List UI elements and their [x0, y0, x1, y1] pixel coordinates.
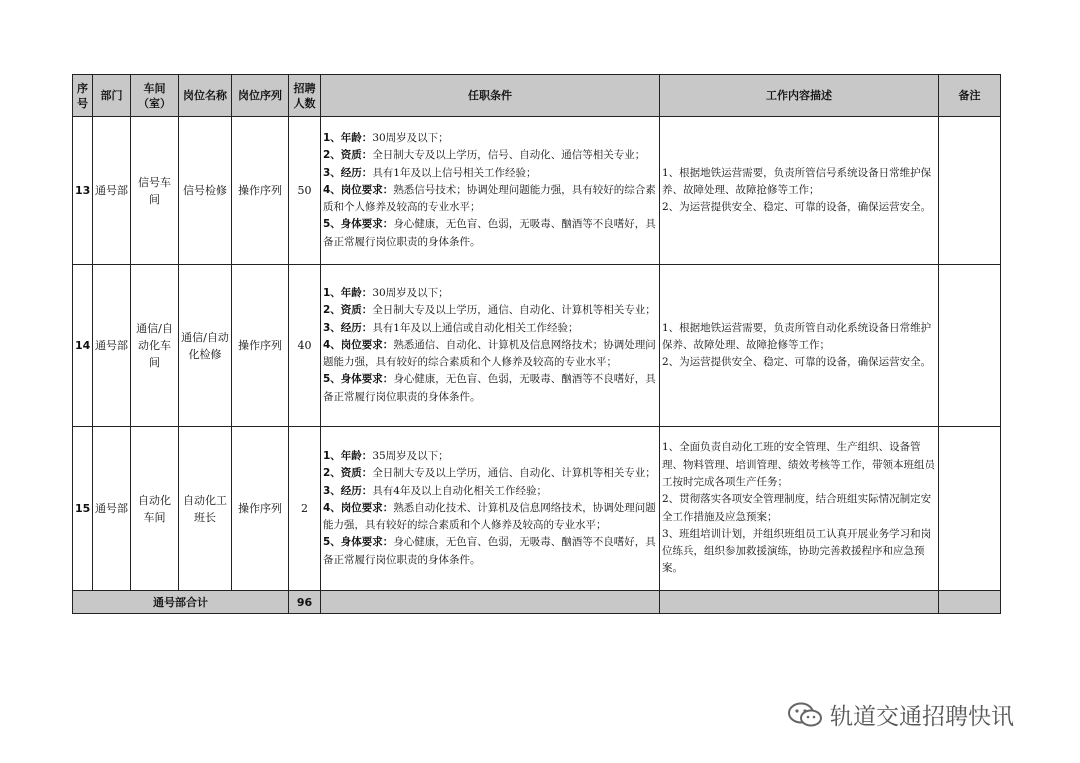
total-empty-remarks [939, 591, 1001, 614]
description-item: 1、根据地铁运营需要，负责所管自动化系统设备日常维护保养、故障处理、故障抢修等工作； [662, 321, 932, 351]
requirement-label: 3、经历： [323, 484, 373, 497]
requirement-label: 1、年龄： [323, 131, 373, 144]
requirement-text: 熟悉自动化技术、计算机及信息网络技术，协调处理问题能力强，具有较好的综合素质和个人修养及较高的专业水平； [323, 501, 656, 532]
requirement-text: 35周岁及以下； [372, 449, 449, 462]
requirement-text: 具有4年及以上自动化相关工作经验； [372, 484, 547, 497]
row-dept: 通号部 [93, 265, 131, 427]
requirement-text: 具有1年及以上通信或自动化相关工作经验； [372, 321, 579, 334]
requirement-item [323, 130, 657, 147]
row-remarks [939, 427, 1001, 591]
header-workshop: 车间（室） [131, 75, 179, 117]
requirement-label: 4、岗位要求： [323, 338, 394, 351]
watermark [786, 698, 1014, 731]
requirement-label: 4、岗位要求： [323, 183, 394, 196]
requirement-label: 5、身体要求： [323, 373, 394, 386]
requirement-text: 身心健康，无色盲、色弱，无吸毒、酗酒等不良嗜好，具备正常履行岗位职责的身体条件。 [323, 218, 656, 248]
wechat-icon [786, 701, 824, 729]
requirement-label: 2、资质： [323, 467, 373, 480]
row-sequence: 操作序列 [232, 427, 289, 591]
requirement-text: 熟悉信号技术；协调处理问题能力强，具有较好的综合素质和个人修养及较高的专业水平； [323, 183, 656, 214]
row-position: 信号检修 [179, 117, 232, 265]
total-row [73, 591, 1001, 614]
requirement-text: 身心健康，无色盲、色弱，无吸毒、酗酒等不良嗜好，具备正常履行岗位职责的身体条件。 [323, 536, 656, 566]
description-item: 3、班组培训计划，并组织班组员工认真开展业务学习和岗位练兵，组织参加救援演练，协助完善救援程序和应急预案。 [662, 527, 932, 575]
description-item: 2、为运营提供安全、稳定、可靠的设备，确保运营安全。 [662, 356, 932, 369]
total-empty-requirements [321, 591, 660, 614]
requirement-label: 5、身体要求： [323, 536, 394, 549]
requirement-item [323, 448, 657, 465]
requirement-text: 全日制大专及以上学历，通信、自动化、计算机等相关专业； [372, 467, 656, 480]
requirement-label: 2、资质： [323, 304, 373, 317]
header-sequence: 岗位序列 [232, 75, 289, 117]
requirement-item [323, 534, 657, 569]
table-row [73, 117, 1001, 265]
requirement-label: 2、资质： [323, 149, 373, 162]
row-remarks [939, 117, 1001, 265]
recruitment-table [72, 74, 1001, 614]
header-dept: 部门 [93, 75, 131, 117]
row-requirements [321, 427, 660, 591]
header-seq: 序号 [73, 75, 93, 117]
requirement-item [323, 337, 657, 372]
header-count: 招聘人数 [289, 75, 321, 117]
requirement-label: 1、年龄： [323, 286, 373, 299]
requirement-label: 4、岗位要求： [323, 501, 394, 514]
row-description [660, 427, 939, 591]
requirement-text: 熟悉通信、自动化、计算机及信息网络技术；协调处理问题能力强，具有较好的综合素质和个人修养及较高的专业水平； [323, 338, 656, 369]
total-empty-description [660, 591, 939, 614]
requirement-item [323, 302, 657, 319]
requirement-text: 具有1年及以上信号相关工作经验； [372, 166, 537, 179]
requirement-item [323, 320, 657, 337]
table-row [73, 265, 1001, 427]
table-row [73, 427, 1001, 591]
header-row [73, 75, 1001, 117]
requirement-item [323, 500, 657, 535]
row-dept: 通号部 [93, 427, 131, 591]
header-position: 岗位名称 [179, 75, 232, 117]
requirement-item [323, 182, 657, 217]
row-position: 通信/自动化检修 [179, 265, 232, 427]
row-count: 50 [289, 117, 321, 265]
requirement-item [323, 147, 657, 164]
requirement-text: 30周岁及以下； [372, 131, 449, 144]
row-requirements [321, 117, 660, 265]
requirement-label: 1、年龄： [323, 449, 373, 462]
row-count: 40 [289, 265, 321, 427]
description-item: 1、全面负责自动化工班的安全管理、生产组织、设备管理、物料管理、培训管理、绩效考核等工作，带领本班组员工按时完成各项生产任务； [662, 441, 935, 488]
row-sequence: 操作序列 [232, 117, 289, 265]
row-seq: 13 [73, 117, 93, 265]
requirement-label: 3、经历： [323, 321, 373, 334]
row-count: 2 [289, 427, 321, 591]
row-dept: 通号部 [93, 117, 131, 265]
row-seq: 15 [73, 427, 93, 591]
requirement-label: 3、经历： [323, 166, 373, 179]
row-workshop: 通信/自动化车间 [131, 265, 179, 427]
watermark-text: 轨道交通招聘快讯 [830, 704, 1014, 730]
row-description [660, 265, 939, 427]
description-item: 1、根据地铁运营需要，负责所管信号系统设备日常维护保养、故障处理、故障抢修等工作； [662, 166, 932, 196]
description-item: 2、为运营提供安全、稳定、可靠的设备，确保运营安全。 [662, 201, 932, 214]
requirement-label: 5、身体要求： [323, 218, 394, 231]
requirement-item [323, 165, 657, 182]
description-item: 2、贯彻落实各项安全管理制度，结合班组实际情况制定安全工作措施及应急预案； [662, 493, 932, 523]
requirement-item [323, 483, 657, 500]
requirement-item [323, 285, 657, 302]
header-remarks: 备注 [939, 75, 1001, 117]
header-requirements: 任职条件 [321, 75, 660, 117]
requirement-text: 身心健康，无色盲、色弱，无吸毒、酗酒等不良嗜好，具备正常履行岗位职责的身体条件。 [323, 373, 656, 403]
requirement-text: 全日制大专及以上学历，通信、自动化、计算机等相关专业； [372, 304, 656, 317]
requirement-item [323, 371, 657, 406]
row-sequence: 操作序列 [232, 265, 289, 427]
requirement-text: 全日制大专及以上学历，信号、自动化、通信等相关专业； [372, 149, 646, 162]
row-workshop: 信号车间 [131, 117, 179, 265]
header-description: 工作内容描述 [660, 75, 939, 117]
total-count: 96 [289, 591, 321, 614]
row-remarks [939, 265, 1001, 427]
row-requirements [321, 265, 660, 427]
row-workshop: 自动化车间 [131, 427, 179, 591]
requirement-item [323, 216, 657, 251]
row-description [660, 117, 939, 265]
requirement-text: 30周岁及以下； [372, 286, 449, 299]
row-position: 自动化工班长 [179, 427, 232, 591]
requirement-item [323, 465, 657, 482]
total-label: 通号部合计 [73, 591, 289, 614]
row-seq: 14 [73, 265, 93, 427]
